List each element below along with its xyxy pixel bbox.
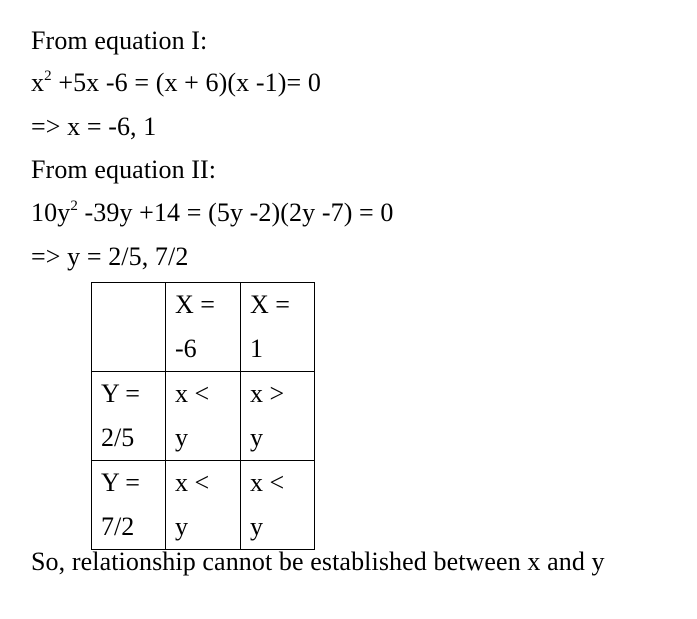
conclusion: So, relationship cannot be established between x and y	[31, 547, 605, 576]
equation-2-roots: => y = 2/5, 7/2	[31, 242, 189, 271]
table-cell: x > y	[241, 372, 315, 461]
equation-1-roots: => x = -6, 1	[31, 112, 157, 141]
equation-2-factorization	[31, 198, 394, 228]
equation-2-exponent: 2	[70, 198, 78, 214]
equation-2-rest: -39y +14 = (5y -2)(2y -7) = 0	[77, 198, 394, 227]
table-header-x-1: X = 1	[241, 283, 315, 372]
equation-2-heading: From equation II:	[31, 155, 217, 184]
table-header-row	[92, 283, 315, 372]
table-cell: x < y	[166, 461, 241, 550]
table-row-label-y-2-5: Y = 2/5	[92, 372, 166, 461]
comparison-table	[91, 282, 315, 550]
equation-1-exponent: 2	[44, 68, 52, 84]
equation-1-rest: +5x -6 = (x + 6)(x -1)= 0	[51, 68, 321, 97]
table-cell: x < y	[241, 461, 315, 550]
table-cell: x < y	[166, 372, 241, 461]
equation-2-lhs-base: 10y	[31, 198, 71, 227]
equation-1-heading: From equation I:	[31, 26, 208, 55]
equation-1-factorization	[31, 68, 321, 98]
equation-1-lhs-base: x	[31, 68, 45, 97]
table-row	[92, 372, 315, 461]
table-corner-cell	[92, 283, 166, 372]
table-row-label-y-7-2: Y = 7/2	[92, 461, 166, 550]
table-header-x-neg6: X = -6	[166, 283, 241, 372]
table-row	[92, 461, 315, 550]
